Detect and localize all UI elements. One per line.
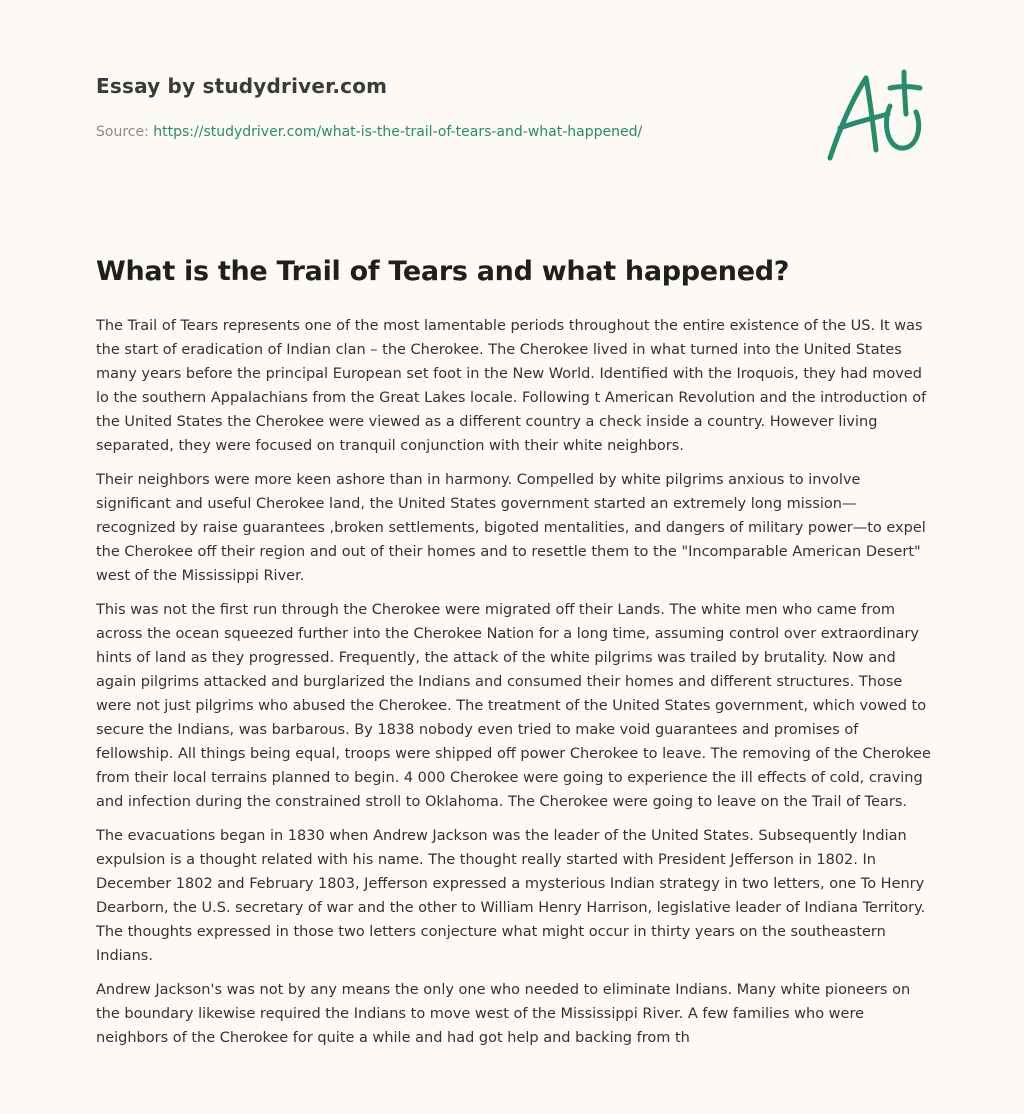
a-plus-logo-icon xyxy=(818,66,928,166)
article-paragraph: This was not the first run through the Cherokee were migrated off their Lands. The white men who came from across the ocean squeezed further into the Cherokee Nation for a long time, assuming control over extraordinary hints of land as they progressed. Frequently, the attack of the white pilgrims was trailed by brutality. Now and again pilgrims attacked and burglarized the Indians and consumed their homes and different structures. Those were not just pilgrims who abused the Cherokee. The treatment of the United States government, which vowed to secure the Indians, was barbarous. By 1838 nobody even tried to make void guarantees and promises of fellowship. All things being equal, troops were shipped off power Cherokee to leave. The removing of the Cherokee from their local terrains planned to begin. 4 000 Cherokee were going to experience the ill effects of cold, craving and infection during the constrained stroll to Oklahoma. The Cherokee were going to leave on the Trail of Tears. xyxy=(96,602,931,810)
source-line xyxy=(96,122,816,142)
article-paragraph: The evacuations began in 1830 when Andrew Jackson was the leader of the United States. Subsequently Indian expulsion is a thought related with his name. The thought really started with President Jefferson in 1802. In December 1802 and February 1803, Jefferson expressed a mysterious Indian strategy in two letters, one To Henry Dearborn, the U.S. secretary of war and the other to William Henry Harrison, legislative leader of Indiana Territory. The thoughts expressed in those two letters conjecture what might occur in thirty years on the southeastern Indians. xyxy=(96,828,926,964)
site-brand: Essay by studydriver.com xyxy=(96,74,388,98)
source-link[interactable]: https://studydriver.com/what-is-the-trail-of-tears-and-what-happened/ xyxy=(153,124,643,140)
article-title: What is the Trail of Tears and what happened? xyxy=(96,256,790,287)
source-label: Source: xyxy=(96,124,154,140)
article-paragraph: Andrew Jackson's was not by any means the only one who needed to eliminate Indians. Many white pioneers on the boundary likewise required the Indians to move west of the Mississippi River. A few families who were neighbors of the Cherokee for quite a while and had got help and backing from th xyxy=(96,982,911,1046)
article-paragraph: Their neighbors were more keen ashore than in harmony. Compelled by white pilgrims anxious to involve significant and useful Cherokee land, the United States government started an extremely long mission—recognized by raise guarantees ,broken settlements, bigoted mentalities, and dangers of military power—to expel the Cherokee off their region and out of their homes and to resettle them to the "Incomparable American Desert" west of the Mississippi River. xyxy=(96,472,926,584)
article-paragraph: The Trail of Tears represents one of the most lamentable periods throughout the entire existence of the US. It was the start of eradication of Indian clan – the Cherokee. The Cherokee lived in what turned into the United States many years before the principal European set foot in the New World. Identified with the Iroquois, they had moved lo the southern Appalachians from the Great Lakes locale. Following t American Revolution and the introduction of the United States the Cherokee were viewed as a different country a check inside a country. However living separated, they were focused on tranquil conjunction with their white neighbors. xyxy=(96,318,927,454)
header xyxy=(96,72,816,142)
article-body xyxy=(96,314,932,1060)
